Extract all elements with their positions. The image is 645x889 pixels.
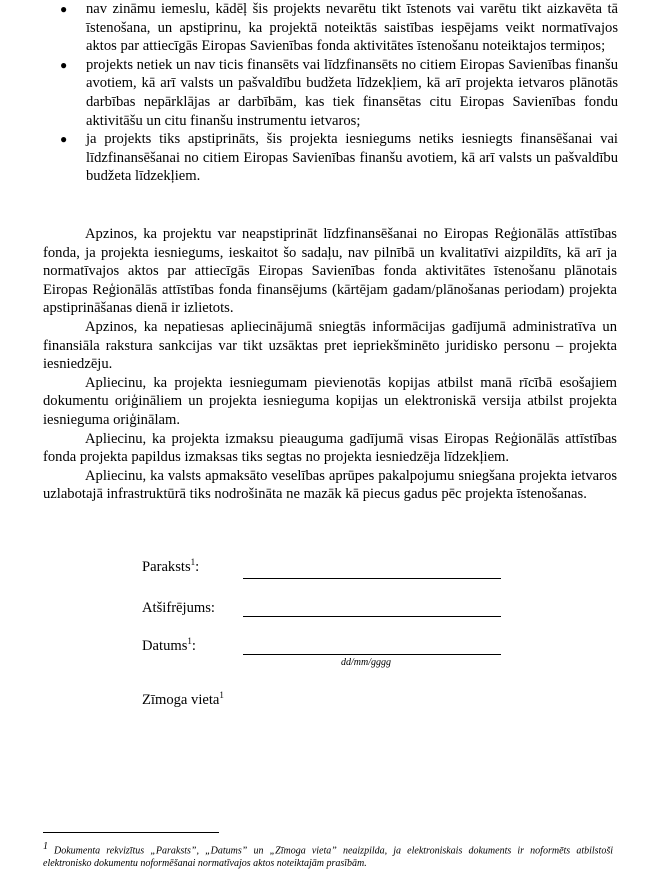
date-label: Datums$^1$: [142, 636, 196, 654]
bullet-icon: ● [60, 2, 68, 16]
paragraph: Apliecinu, ka projekta iesniegumam pievienotās kopijas atbilst manā rīcībā esošajiem dokumentu oriģināliem un projekta iesnieguma kopijas un elektroniskā versija atbilst projekta iesnieguma oriģinālam. [43, 374, 617, 428]
bullet-text: ja projekts tiks apstiprināts, šis projekta iesniegums netiks iesniegts finansēšanai vai līdzfinansēšanai no citiem Eiropas Savienības finanšu avotiem, kā arī valsts un pašvaldību budžeta līdzekļiem. [86, 131, 618, 185]
stamp-place-label: Zīmoga vieta$^1$ [142, 690, 224, 708]
bullet-item [58, 130, 618, 186]
bullet-icon: ● [60, 57, 68, 72]
signature-label: Paraksts$^1$: [142, 557, 200, 575]
name-transcription-line[interactable] [243, 616, 501, 617]
paragraph: Apzinos, ka nepatiesas apliecinājumā sniegtās informācijas gadījumā administratīva un finansiāla rakstura sankcijas var tikt uzsāktas pret iepriekšminēto juridisko personu – projekta iesniedzēju. [43, 318, 617, 373]
footnote-text: Dokumenta rekvizītus „Paraksts”, „Datums” un „Zīmoga vieta” neaizpilda, ja elektroniskais dokuments ir noformēts atbilstoši elektronisko dokumentu noformēšanai normatīvajos aktos noteiktajām prasībām. [43, 845, 613, 870]
name-transcription-label: Atšifrējums: [142, 600, 215, 616]
bullet-item [58, 0, 618, 56]
bullet-item [58, 56, 618, 130]
declaration-paragraphs [43, 225, 617, 504]
footnote-marker: 1 [43, 841, 48, 852]
bullet-icon: ● [60, 132, 68, 147]
bullet-text: projekts netiek un nav ticis finansēts vai līdzfinansēts no citiem Eiropas Savienības finanšu avotiem, kā arī valsts un pašvaldību budžeta līdzekļiem, kā arī projekta ietvaros plānotās darbības nepārklājas ar darbībām, kas tiek finansētas citu Eiropas Savienības fondu aktivitāšu un citu finanšu instrumentu ietvaros; [86, 56, 618, 129]
signature-line[interactable] [243, 578, 501, 579]
paragraph: Apliecinu, ka projekta izmaksu pieauguma gadījumā visas Eiropas Reģionālās attīstības fonda projekta papildus izmaksas tiks segtas no projekta iesniedzēja līdzekļiem. [43, 430, 617, 466]
footnote-divider [43, 832, 219, 833]
date-line[interactable] [243, 654, 501, 655]
bullet-list [58, 0, 618, 186]
footnote [43, 840, 613, 870]
paragraph: Apliecinu, ka valsts apmaksāto veselības aprūpes pakalpojumu sniegšana projekta ietvaros uzlabotajā infrastruktūrā tiks nodrošināta ne mazāk kā piecus gadus pēc projekta īstenošanas. [43, 467, 617, 503]
paragraph: Apzinos, ka projektu var neapstiprināt līdzfinansēšanai no Eiropas Reģionālās attīstības fonda, ja projekta iesniegums, ieskaitot šo sadaļu, nav pilnībā un kvalitatīvi aizpildīts, kā arī ja normatīvajos aktos par attiecīgās Eiropas Savienības fonda aktivitātes īstenošanu plānotais Eiropas Reģionālās attīstības fonda finansējums (kārtējam gadam/plānošanas periodam) projekta apstiprināšanas dienā ir izlietots. [43, 226, 617, 317]
bullet-text: nav zināmu iemeslu, kādēļ šis projekts nevarētu tikt īstenots vai varētu tikt aizkavēta tā īstenošana, un apstiprinu, ka projektā noteiktās saistības iespējams veikt normatīvajos aktos par attiecīgās Eiropas Savienības fonda aktivitātes īstenošanu noteiktajos termiņos; [86, 1, 618, 55]
date-format-hint: dd/mm/gggg [341, 657, 391, 668]
